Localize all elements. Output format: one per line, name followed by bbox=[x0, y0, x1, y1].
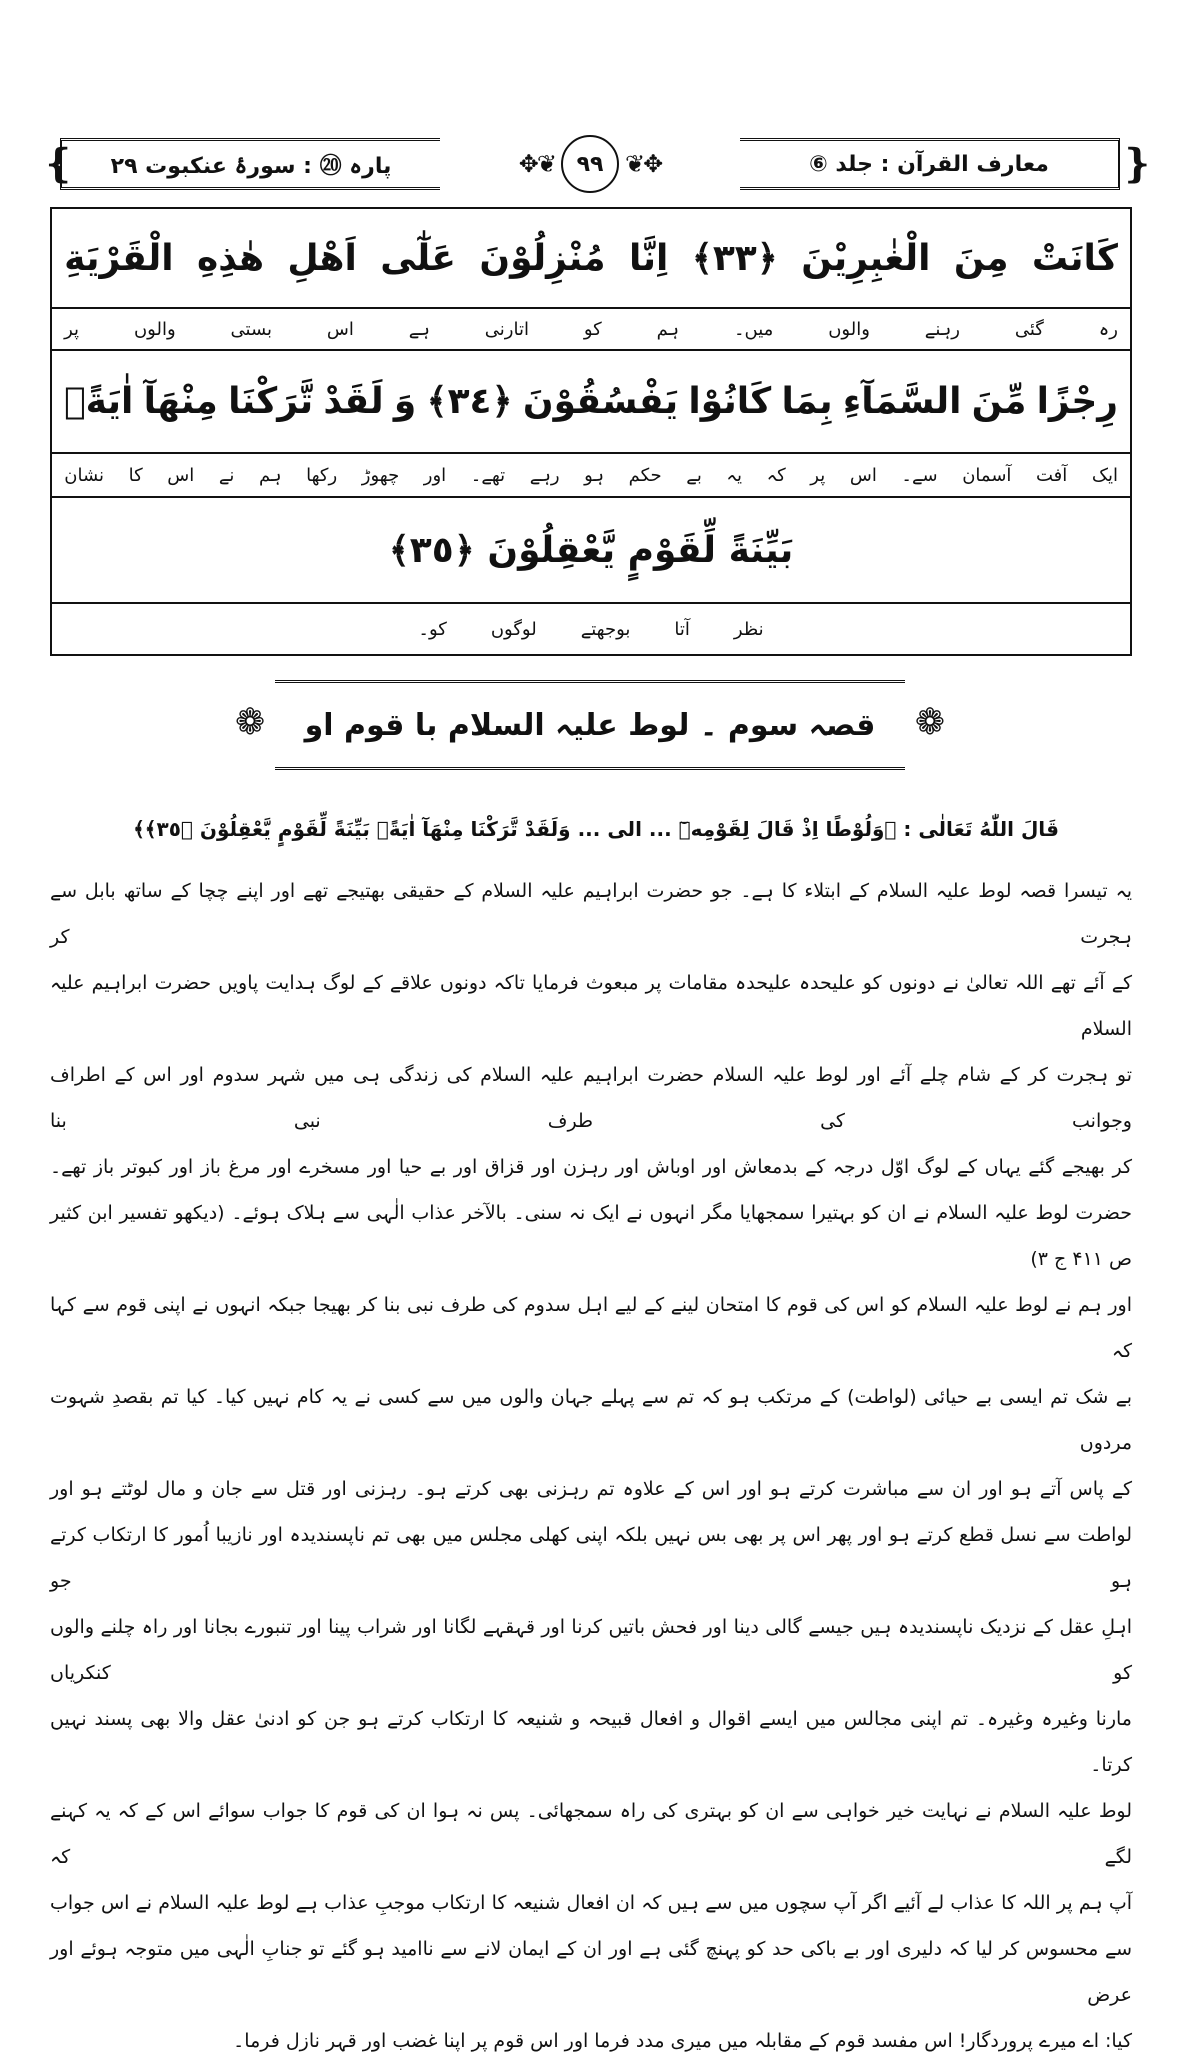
word: رہنے bbox=[924, 318, 960, 340]
book-title: معارف القرآن : جلد ⑥ bbox=[809, 151, 1049, 177]
body-line: یہ تیسرا قصہ لوط علیہ السلام کے ابتلاء کا ہے۔ جو حضرت ابراہیم علیہ السلام کے حقیقی بھتیجے تھے اور اپنے چچا کے ساتھ بابل سے ہجرت کر bbox=[50, 880, 1132, 948]
word: یہ bbox=[726, 464, 742, 486]
word: لوگوں bbox=[490, 618, 537, 640]
word: اَهْلِ bbox=[287, 237, 357, 279]
word: ہم bbox=[259, 464, 282, 486]
para-surah-box bbox=[60, 138, 440, 190]
body-line: کیا: اے میرے پروردگار! اس مفسد قوم کے مقابلہ میں میری مدد فرما اور اس قوم پر اپنا غضب اور قہر نازل فرما۔ bbox=[233, 2030, 1132, 2052]
word: كَانُوْا bbox=[688, 381, 772, 422]
quran-quote: قَالَ اللّٰهُ تَعَالٰى : ﴿وَلُوْطًا اِذْ قَالَ لِقَوْمِهٖٓ ... الى ... وَلَقَدْ تَّرَكْنَا مِنْهَآ اٰيَةًۢ بَيِّنَةً لِّقَوْمٍ يَّعْقِلُوْنَ ﴿٣٥﴾﴾ bbox=[133, 817, 1059, 841]
section-heading: قصہ سوم ۔ لوط علیہ السلام با قوم او bbox=[304, 707, 876, 743]
word: هٰذِهِ bbox=[197, 237, 265, 279]
flower-ornament-icon: ❁ bbox=[235, 702, 266, 743]
word: کو۔ bbox=[418, 618, 447, 640]
body-line: کے پاس آتے ہو اور ان سے مباشرت کرتے ہو اور اس کے علاوہ تم رہزنی بھی کرتے ہو۔ رہزنی اور قتل سے جان و مال لوٹتے ہو اور bbox=[50, 1478, 1132, 1500]
flower-ornament-icon: ❁ bbox=[914, 702, 945, 743]
word: اِنَّا bbox=[628, 237, 669, 279]
body-line: سے محسوس کر لیا کہ دلیری اور بے باکی حد کو پہنچ گئی ہے اور ان کے ایمان لانے سے ناامید ہو گئے تو جنابِ الٰہی میں متوجہ ہوئے اور عرض bbox=[50, 1938, 1132, 2006]
word: مِّنَ bbox=[971, 381, 1027, 422]
word: آفت bbox=[1036, 464, 1068, 486]
arabesque-right-icon: ❦✥ bbox=[625, 150, 662, 178]
body-text bbox=[50, 868, 1132, 2064]
word: والوں bbox=[133, 318, 176, 340]
header-ornament-left-icon: ❴ bbox=[42, 141, 76, 187]
body-line: آپ ہم پر اللہ کا عذاب لے آئیے اگر آپ سچوں میں سے ہیں کہ ان افعال شنیعہ کا ارتکاب موجبِ عذاب ہے لوط علیہ السلام نے اس جواب bbox=[50, 1892, 1132, 1914]
section-heading-cartouche bbox=[235, 680, 945, 770]
word: آسمان bbox=[962, 464, 1012, 486]
word: تھے۔ bbox=[470, 464, 506, 486]
word: الْقَرْيَةِ bbox=[64, 237, 174, 279]
word: اٰيَةًۢ bbox=[64, 381, 134, 422]
body-line: لوط علیہ السلام نے نہایت خیر خواہی سے ان کو بہتری کی راہ سمجھائی۔ پس نہ ہوا ان کی قوم کا جواب سوائے اس کے کہ یہ کہنے لگے کہ bbox=[50, 1800, 1132, 1868]
word: لَقَدْ bbox=[323, 381, 384, 422]
word: بِمَا bbox=[781, 381, 833, 422]
word: الْغٰبِرِيْنَ bbox=[801, 237, 931, 279]
body-line: کے آئے تھے اللہ تعالیٰ نے دونوں کو علیحدہ علیحدہ مقامات پر مبعوث فرمایا تاکہ دونوں علاقے کے لوگ ہدایت پاویں حضرت ابراہیم علیہ السلام bbox=[50, 972, 1132, 1040]
arabic-row-1 bbox=[52, 209, 1130, 309]
word: ﴿٣٤﴾ bbox=[426, 381, 513, 422]
word: ہے bbox=[408, 318, 430, 340]
book-title-box bbox=[740, 138, 1120, 190]
word: نظر bbox=[733, 618, 764, 640]
word: ہو bbox=[584, 464, 605, 486]
urdu-row-2 bbox=[52, 454, 1130, 498]
body-line: حضرت لوط علیہ السلام نے ان کو بہتیرا سمجھایا مگر انہوں نے ایک نہ سنی۔ بالآخر عذاب الٰہی سے ہلاک ہوئے۔ (دیکھو تفسیر ابن کثیر ص ۴۱۱ ج ۳) bbox=[50, 1202, 1132, 1270]
body-line: لواطت سے نسل قطع کرتے ہو اور پھر اس پر بھی بس نہیں بلکہ اپنی کھلی مجلس میں بھی تم ناپسندیدہ اور نازیبا اُمور کا ارتکاب کرتے ہو جو bbox=[50, 1524, 1132, 1592]
arabic-row-3 bbox=[52, 498, 1130, 604]
word: تَّرَكْنَا bbox=[228, 381, 314, 422]
section-heading-frame bbox=[275, 680, 905, 770]
body-line: اہلِ عقل کے نزدیک ناپسندیدہ ہیں جیسے گالی دینا اور فحش باتیں کرنا اور قہقہے لگانا اور شراب پینا اور تنبورے بجانا اور راہ چلنے والوں کو کنکریاں bbox=[50, 1616, 1132, 1684]
word: والوں bbox=[828, 318, 870, 340]
body-line: تو ہجرت کر کے شام چلے آئے اور لوط علیہ السلام حضرت ابراہیم علیہ السلام کی زندگی ہی میں شہر سدوم اور اس کے اطراف وجوانب کی طرف نبی بنا bbox=[50, 1064, 1132, 1132]
word: رہے bbox=[529, 464, 560, 486]
body-line: بے شک تم ایسی بے حیائی (لواطت) کے مرتکب ہو کہ تم سے پہلے جہان والوں میں سے کسی نے یہ کام نہیں کیا۔ کیا تم بقصدِ شہوت مردوں bbox=[50, 1386, 1132, 1454]
word: پر bbox=[64, 318, 80, 340]
word: کہ bbox=[766, 464, 786, 486]
header-ornament-right-icon: ❵ bbox=[1120, 141, 1154, 187]
word: عَلٰٓى bbox=[380, 237, 456, 279]
para-surah-label: پارہ ⑳ : سورۂ عنکبوت ۲۹ bbox=[110, 153, 392, 179]
word: كَانَتْ bbox=[1031, 237, 1118, 279]
page-header bbox=[42, 132, 1154, 199]
body-line: اور ہم نے لوط علیہ السلام کو اس کی قوم کا امتحان لینے کے لیے اہل سدوم کی طرف نبی بنا کر بھیجا جبکہ انہوں نے اپنی قوم سے کہا کہ bbox=[50, 1294, 1132, 1362]
arabic-verse: بَيِّنَةً لِّقَوْمٍ يَّعْقِلُوْنَ ﴿٣٥﴾ bbox=[388, 529, 794, 571]
word: سے۔ bbox=[901, 464, 938, 486]
word: ہم bbox=[656, 318, 680, 340]
word: مِنَ bbox=[953, 237, 1009, 279]
word: میں۔ bbox=[733, 318, 774, 340]
word: نشان bbox=[64, 464, 105, 486]
word: يَفْسُقُوْنَ bbox=[522, 381, 679, 422]
body-line: مارنا وغیرہ وغیرہ۔ تم اپنی مجالس میں ایسے اقوال و افعال قبیحہ و شنیعہ کا ارتکاب کرتے ہو جن کو ادنیٰ عقل والا بھی پسند نہیں کرتا۔ bbox=[50, 1708, 1132, 1776]
word: بوجھتے bbox=[580, 618, 631, 640]
word: رکھا bbox=[306, 464, 338, 486]
urdu-row-3 bbox=[52, 604, 1130, 654]
word: گئی bbox=[1014, 318, 1044, 340]
word: آتا bbox=[674, 618, 690, 640]
page-number-ornament bbox=[482, 132, 698, 196]
word: السَّمَآءِ bbox=[842, 381, 962, 422]
word: رہ bbox=[1098, 318, 1118, 340]
word: کو bbox=[583, 318, 602, 340]
word: بے bbox=[686, 464, 702, 486]
word: مِنْهَآ bbox=[143, 381, 218, 422]
urdu-row-1 bbox=[52, 309, 1130, 351]
page-number: ۹۹ bbox=[561, 135, 619, 193]
word: اتارنی bbox=[484, 318, 529, 340]
word: اس bbox=[326, 318, 354, 340]
word: ﴿٣٣﴾ bbox=[691, 237, 778, 279]
word: رِجْزًا bbox=[1036, 381, 1118, 422]
word: حکم bbox=[628, 464, 662, 486]
ayah-translation-box bbox=[50, 207, 1132, 656]
word: ایک bbox=[1091, 464, 1118, 486]
word: چھوڑ bbox=[361, 464, 400, 486]
word: کا bbox=[128, 464, 143, 486]
word: بستی bbox=[230, 318, 273, 340]
word: اور bbox=[423, 464, 447, 486]
word: نے bbox=[218, 464, 235, 486]
arabesque-left-icon: ✥❦ bbox=[518, 150, 555, 178]
word: مُنْزِلُوْنَ bbox=[479, 237, 606, 279]
body-line: کر بھیجے گئے یہاں کے لوگ اوّل درجہ کے بدمعاش اور اوباش اور رہزن اور قزاق اور بے حیا اور مسخرے اور مرغ باز اور کبوتر باز تھے۔ bbox=[50, 1156, 1132, 1178]
word: پر bbox=[810, 464, 826, 486]
arabic-row-2 bbox=[52, 351, 1130, 454]
word: اس bbox=[167, 464, 195, 486]
word: اس bbox=[849, 464, 877, 486]
word: وَ bbox=[393, 381, 417, 422]
